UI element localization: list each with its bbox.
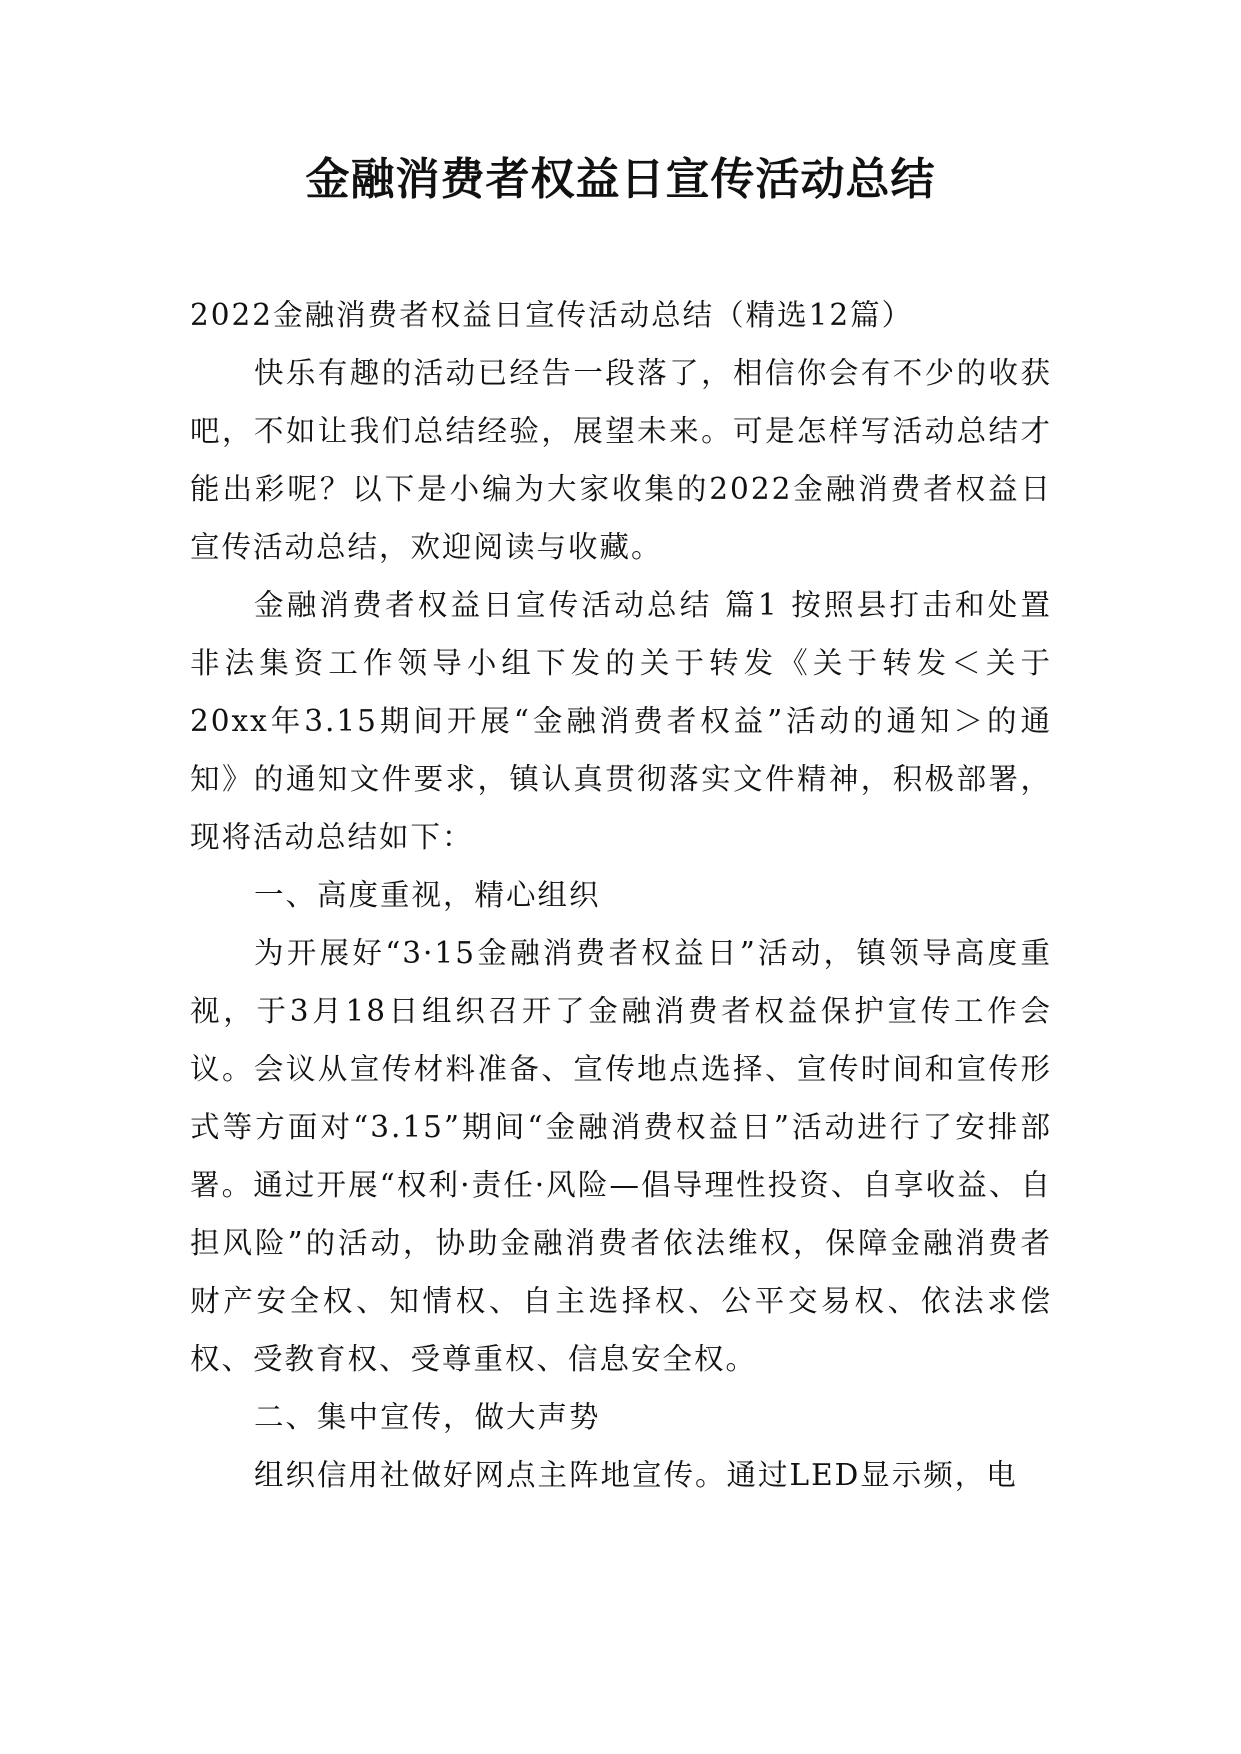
- article-1-paragraph: 金融消费者权益日宣传活动总结 篇1 按照县打击和处置非法集资工作领导小组下发的关于转发《关于转发＜关于20xx年3.15期间开展“金融消费者权益”活动的通知＞的通知》的通知文件要求，镇认真贯彻落实文件精神，积极部署，现将活动总结如下：: [190, 588, 1052, 854]
- section-heading-2: 二、集中宣传，做大声势: [254, 1400, 601, 1434]
- document-title: 金融消费者权益日宣传活动总结: [305, 154, 936, 205]
- document-body: [190, 286, 1052, 1504]
- intro-paragraph: 快乐有趣的活动已经告一段落了，相信你会有不少的收获吧，不如让我们总结经验，展望未来。可是怎样写活动总结才能出彩呢？以下是小编为大家收集的2022金融消费者权益日宣传活动总结，欢迎阅读与收藏。: [190, 356, 1052, 564]
- section-2-paragraph: 组织信用社做好网点主阵地宣传。通过LED显示频，电: [254, 1458, 1018, 1492]
- subtitle-paragraph: 2022金融消费者权益日宣传活动总结（精选12篇）: [190, 298, 914, 332]
- section-1-paragraph: 为开展好“3·15金融消费者权益日”活动，镇领导高度重视，于3月18日组织召开了金融消费者权益保护宣传工作会议。会议从宣传材料准备、宣传地点选择、宣传时间和宣传形式等方面对“3.15”期间“金融消费权益日”活动进行了安排部署。通过开展“权利·责任·风险—倡导理性投资、自享收益、自担风险”的活动，协助金融消费者依法维权，保障金融消费者财产安全权、知情权、自主选择权、公平交易权、依法求偿权、受教育权、受尊重权、信息安全权。: [190, 936, 1052, 1376]
- section-heading-1: 一、高度重视，精心组织: [254, 878, 601, 912]
